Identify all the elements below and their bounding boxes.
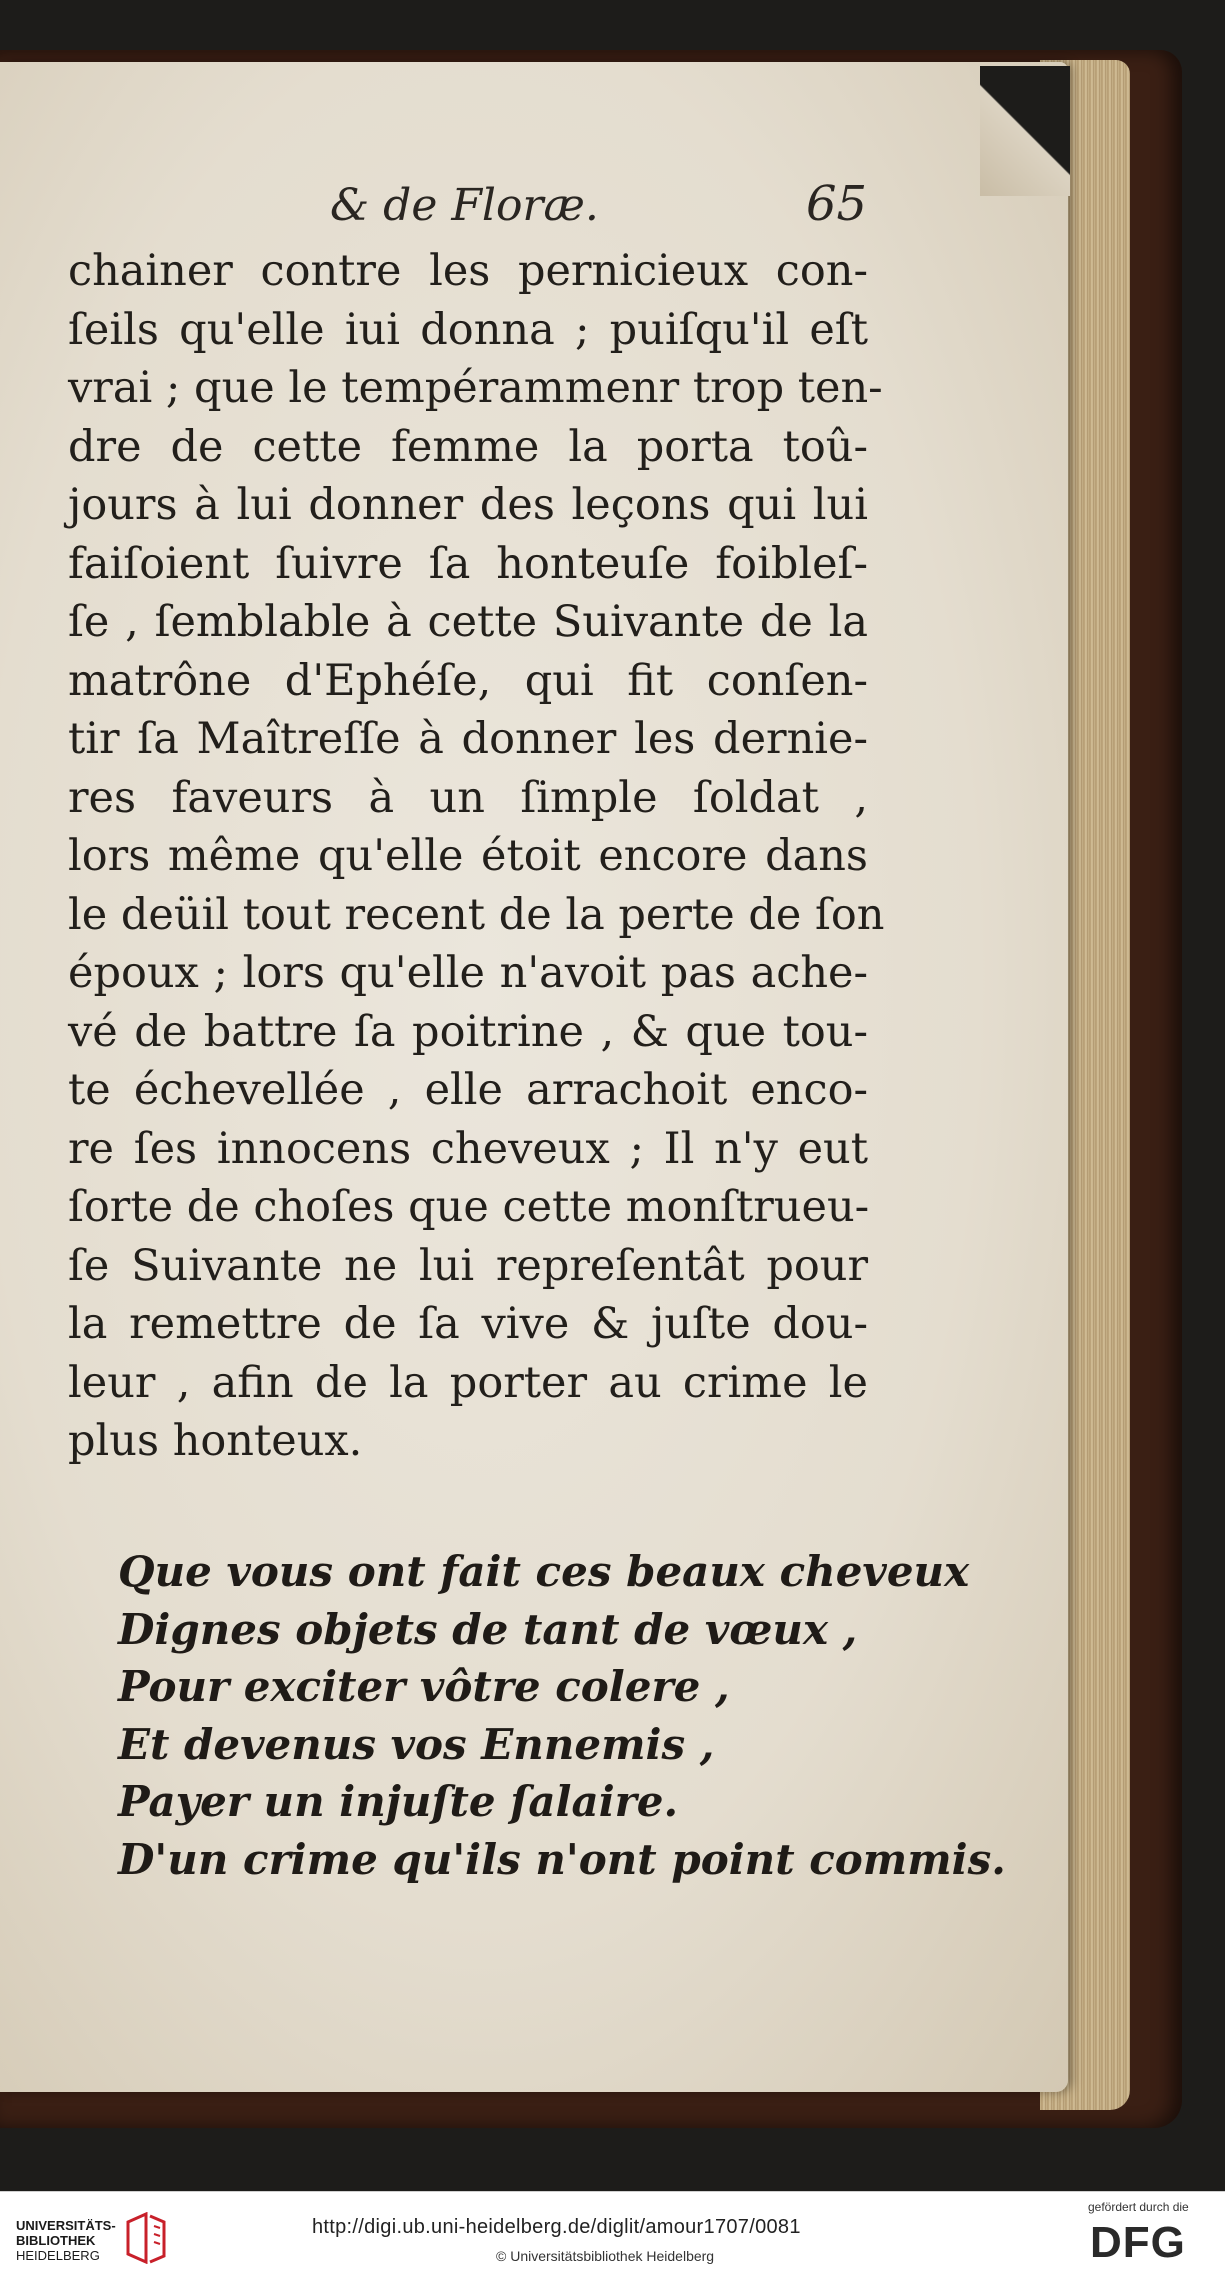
- verse-line: Et devenus vos Ennemis ,: [118, 1719, 715, 1769]
- page-number: 65: [806, 176, 868, 232]
- prose-line: dre de cette femme la porta toû-: [68, 421, 868, 472]
- viewer-footer: [0, 2191, 1225, 2280]
- verse-stanza: [118, 1543, 1006, 1889]
- prose-line-last: plus honteux.: [68, 1416, 363, 1466]
- prose-line: lors même qu'elle étoit encore dans: [68, 831, 868, 881]
- prose-line: re ſes innocens cheveux ; Il n'y eut: [68, 1123, 868, 1174]
- library-name-line: UNIVERSITÄTS-: [16, 2218, 116, 2233]
- dfg-logo[interactable]: DFG: [1090, 2218, 1186, 2267]
- library-logo-icon: [124, 2212, 168, 2264]
- prose-line: te échevellée , elle arrachoit enco-: [68, 1065, 868, 1115]
- prose-line: faiſoient ſuivre ſa honteuſe foibleſ-: [68, 538, 868, 589]
- running-head: & de Floræ.: [330, 180, 599, 231]
- prose-line: vé de battre ſa poitrine , & que tou-: [68, 1006, 868, 1057]
- prose-line: leur , afin de la porter au crime le: [68, 1357, 868, 1408]
- prose-line: ſeils qu'elle iui donna ; puiſqu'il eſt: [68, 304, 868, 355]
- prose-paragraph: [68, 242, 885, 1471]
- prose-line: vrai ; que le tempérammenr trop ten-: [68, 363, 883, 413]
- library-logo[interactable]: [16, 2218, 116, 2263]
- prose-line: le deüil tout recent de la perte de ſon: [68, 889, 885, 940]
- prose-line: chainer contre les pernicieux con-: [68, 246, 868, 296]
- prose-line: ſe Suivante ne lui repreſentât pour: [68, 1240, 868, 1291]
- verse-line: Dignes objets de tant de vœux ,: [118, 1604, 858, 1654]
- permalink-url[interactable]: http://digi.ub.uni-heidelberg.de/diglit/amour1707/0081: [312, 2216, 801, 2238]
- prose-line: jours à lui donner des leçons qui lui: [68, 480, 868, 530]
- verse-line: Pour exciter vôtre colere ,: [118, 1662, 730, 1712]
- library-name-line: HEIDELBERG: [16, 2248, 100, 2263]
- prose-line: res faveurs à un ſimple ſoldat ,: [68, 772, 868, 823]
- library-name-line: BIBLIOTHEK: [16, 2233, 96, 2248]
- prose-line: ſorte de choſes que cette monſtrueu-: [68, 1182, 870, 1232]
- folded-corner: [980, 66, 1070, 196]
- prose-line: ſe , ſemblable à cette Suivante de la: [68, 597, 868, 647]
- verse-line: Que vous ont fait ces beaux cheveux: [118, 1547, 970, 1596]
- prose-line: époux ; lors qu'elle n'avoit pas ache-: [68, 948, 868, 998]
- prose-line: la remettre de ſa vive & juſte dou-: [68, 1299, 868, 1349]
- prose-line: tir ſa Maîtreſſe à donner les dernie-: [68, 714, 868, 764]
- verse-line: Payer un injuſte ſalaire.: [118, 1777, 679, 1827]
- prose-line: matrône d'Ephéſe, qui fit conſen-: [68, 655, 868, 706]
- copyright-notice: © Universitätsbibliothek Heidelberg: [496, 2248, 715, 2264]
- funding-note: gefördert durch die: [1088, 2200, 1189, 2214]
- verse-line: D'un crime qu'ils n'ont point commis.: [118, 1834, 1006, 1884]
